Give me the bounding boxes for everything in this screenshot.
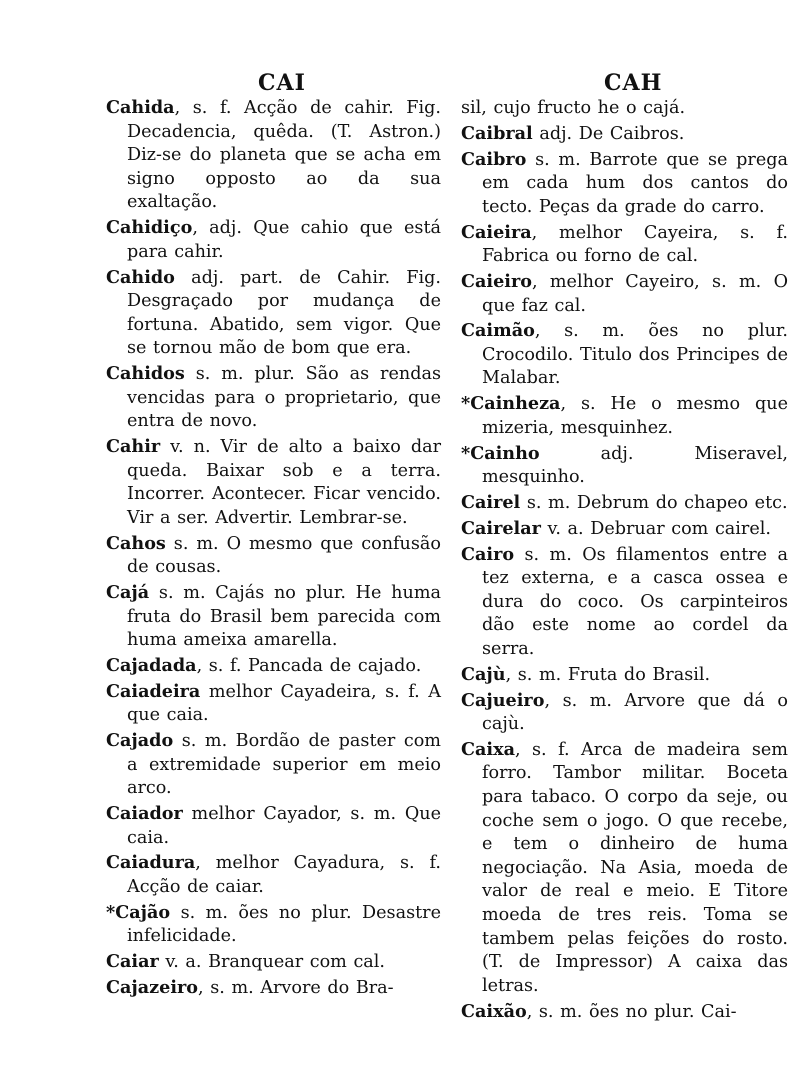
entry-headword: Cairelar [461,517,541,539]
dictionary-entry [106,851,441,899]
entry-definition: v. a. Debruar com cairel. [540,518,771,539]
dictionary-entry [106,362,441,434]
entry-definition: , s. f. Arca de madeira sem forro. Tambor militar. Boceta para tabaco. O corpo da seje, ou coche sem o jogo. O que recebe, e tem o dinheiro de huma negociação. Na Asia, moeda de valor de real e meio. E Titore moeda de tres reis. Toma se tambem pelas feições do rosto. (T. de Impressor) A caixa das letras. [482,739,788,996]
entry-headword: Caibral [461,122,533,144]
entry-headword: Caiar [106,951,159,973]
entry-definition: s. m. ões no plur. Desastre infelicidade. [127,902,441,947]
left-column [106,96,441,1002]
dictionary-entry [461,122,788,147]
entry-definition: v. n. Vir de alto a baixo dar queda. Baixar sob e a terra. Incorrer. Acontecer. Ficar vencido. Vir a ser. Advertir. Lembrar-se. [127,437,441,528]
entry-definition: v. a. Branquear com cal. [158,952,386,973]
entry-headword: Cahida [106,97,175,118]
entry-headword: Caiador [106,803,183,825]
dictionary-entry [106,680,441,728]
entry-definition: , s. f. Acção de cahir. Fig. Decadencia, quêda. (T. Astron.) Diz-se do planeta que se acha em signo opposto ao da sua exaltação. [127,98,441,213]
header-right: CAH [604,70,663,96]
entry-headword: Caiadura [106,852,196,874]
dictionary-entry [461,517,788,542]
entry-definition: , s. m. ões no plur. Crocodilo. Titulo dos Principes de Malabar. [482,321,788,389]
dictionary-entry [461,491,788,516]
dictionary-entry [461,392,788,440]
entry-headword: Cahido [106,266,175,288]
dictionary-entry [106,654,441,679]
entry-headword: *Cajão [106,901,171,923]
entry-headword: Cahir [106,436,161,458]
dictionary-entry [461,689,788,737]
dictionary-entry [461,442,788,490]
entry-definition: , s. He o mesmo que mizeria, mesquinhez. [482,394,788,438]
entry-headword: Cajazeiro [106,977,199,998]
entry-headword: Cajueiro [461,689,545,711]
dictionary-entry [461,319,788,391]
dictionary-entry [106,901,441,949]
entry-definition: , melhor Cayeiro, s. m. O que faz cal. [482,271,788,316]
entry-definition: , adj. Que cahio que está para cahir. [127,218,441,262]
dictionary-entry [106,216,441,264]
dictionary-entry [106,532,441,580]
entry-definition: s. m. Barrote que se prega em cada hum dos cantos do tecto. Peças da grade do carro. [482,149,788,217]
entry-headword: Cahidos [106,363,185,385]
header-left: CAI [258,70,306,96]
entry-definition: , melhor Cayadura, s. f. Acção de caiar. [127,853,441,898]
entry-definition: s. m. plur. São as rendas vencidas para o proprietario, que entra de novo. [127,364,441,432]
dictionary-entry [461,148,788,220]
entry-headword: Cajadada [106,654,197,676]
dictionary-entry-continued [461,96,788,121]
entry-headword: Cahidiço [106,217,193,239]
entry-definition: , s. m. Arvore do Bra- [198,978,394,998]
dictionary-entry [106,266,441,361]
entry-headword: Caixão [461,1000,527,1022]
dictionary-entry [461,663,788,688]
entry-definition: s. m. Debrum do chapeo etc. [520,493,788,513]
entry-headword: Caibro [461,148,527,170]
dictionary-entry [106,435,441,530]
entry-headword: Caieira [461,221,532,243]
dictionary-entry [461,270,788,318]
entry-definition: , s. m. ões no plur. Cai- [526,1001,737,1022]
entry-headword: Cairo [461,543,515,565]
entry-headword: *Cainho [461,442,540,464]
entry-headword: Cajado [106,730,174,752]
entry-definition: s. m. O mesmo que confusão de cousas. [127,533,441,578]
dictionary-entry [461,221,788,269]
entry-definition: , melhor Cayeira, s. f. Fabrica ou forno de cal. [482,222,788,267]
entry-definition: , s. f. Pancada de cajado. [196,655,422,676]
entry-definition: adj. Miseravel, mesquinho. [482,443,788,488]
entry-headword: *Cainheza [461,393,561,415]
entry-definition: , s. m. Arvore que dá o cajù. [482,690,788,735]
dictionary-entry [461,1000,788,1025]
entry-definition: melhor Cayador, s. m. Que caia. [127,804,441,848]
entry-headword: Caimão [461,320,535,342]
right-column [461,96,788,1025]
entry-definition: , s. m. Fruta do Brasil. [505,664,711,685]
entry-headword: Caieiro [461,270,532,292]
dictionary-entry [461,543,788,662]
entry-definition: adj. De Caibros. [532,123,685,144]
entry-definition: s. m. Os filamentos entre a tez externa, e a casca ossea e dura do coco. Os carpinteiros dão este nome ao cordel da serra. [482,544,788,659]
entry-headword: Cajù [461,663,506,685]
entry-headword: Cajá [106,582,150,603]
entry-definition: s. m. Cajás no plur. He huma fruta do Brasil bem parecida com huma ameixa amarella. [127,583,441,651]
entry-headword: Cairel [461,492,521,513]
dictionary-entry [461,738,788,999]
entry-headword: Caixa [461,738,515,760]
entry-definition: melhor Cayadeira, s. f. A que caia. [127,681,441,726]
dictionary-entry [106,729,441,801]
dictionary-entry [106,802,441,850]
dictionary-entry [106,96,441,215]
entry-headword: Caiadeira [106,680,201,702]
dictionary-entry [106,976,441,1001]
dictionary-entry [106,950,441,975]
entry-definition: adj. part. de Cahir. Fig. Desgraçado por mudança de fortuna. Abatido, sem vigor. Que se tornou mão de bom que era. [127,267,441,359]
dictionary-entry [106,581,441,653]
entry-definition: sil, cujo fructo he o cajá. [461,98,686,118]
entry-headword: Cahos [106,532,166,554]
entry-definition: s. m. Bordão de paster com a extremidade superior em meio arco. [127,731,441,799]
